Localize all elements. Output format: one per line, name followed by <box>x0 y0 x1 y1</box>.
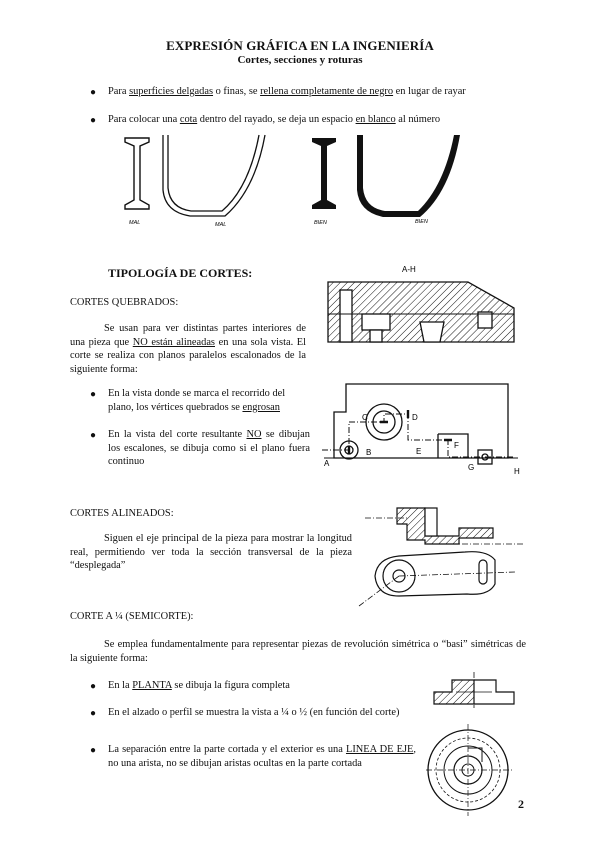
alineados-paragraph: Siguen el eje principal de la pieza para mostrar la longitud real, permitiendo ver toda la sección transversal de la pieza “desplegada” <box>70 533 352 572</box>
section-heading-tipologia: TIPOLOGÍA DE CORTES: <box>108 266 253 280</box>
half-section-elevation-figure <box>430 670 520 710</box>
quebrados-bullet-2: En la vista del corte resultante NO se dibujan los escalones, se dibuja como si el plano fuera continuo <box>108 429 310 468</box>
label-mal-2: MAL <box>215 222 227 228</box>
semicorte-bullet-2: En el alzado o perfil se muestra la vista a ¼ o ½ (en función del corte) <box>108 707 400 718</box>
i-beam-mal <box>125 138 149 209</box>
concentric-plan-figure <box>426 718 522 822</box>
bullet-marker: ● <box>90 430 97 441</box>
label-mal-1: MAL <box>129 220 141 226</box>
plane-letter-g: G <box>468 463 475 472</box>
i-beam-bien <box>312 138 336 209</box>
plane-letter-b: B <box>366 448 372 457</box>
semicorte-bullet-1: En la PLANTA se dibuja la figura completa <box>108 680 290 691</box>
plane-letter-a: A <box>324 459 330 468</box>
thin-section-figure <box>115 130 485 230</box>
label-bien-2: BIEN <box>415 219 428 225</box>
section-heading-semicorte: CORTE A ¼ (SEMICORTE): <box>70 611 194 622</box>
plane-letter-f: F <box>454 441 459 450</box>
plane-letter-e: E <box>416 447 422 456</box>
section-heading-alineados: CORTES ALINEADOS: <box>70 508 174 519</box>
section-label-a-h: A-H <box>402 265 416 274</box>
quebrados-bullet-1: En la vista donde se marca el recorrido del plano, los vértices quebrados se engrosan <box>108 388 286 413</box>
bullet-marker: ● <box>90 745 97 756</box>
document-subtitle: Cortes, secciones y roturas <box>237 54 363 66</box>
plane-letter-d: D <box>412 413 418 422</box>
section-heading-quebrados: CORTES QUEBRADOS: <box>70 297 179 308</box>
section-view <box>328 282 514 342</box>
stepped-section-figure <box>318 262 533 477</box>
plane-letter-h: H <box>514 467 520 476</box>
label-bien-1: BIEN <box>314 220 327 226</box>
curved-plate-bien <box>357 135 460 217</box>
bullet-marker: ● <box>90 389 97 400</box>
aligned-section-figure <box>355 500 535 618</box>
quebrados-paragraph: Se usan para ver distintas partes interiores de una pieza que NO están alineadas en una sola vista. El corte se realiza con planos paralelos escalonados de la siguiente forma: <box>70 323 307 375</box>
bullet-marker: ● <box>90 115 97 126</box>
bullet-marker: ● <box>90 87 97 98</box>
bullet-marker: ● <box>90 708 97 719</box>
bullet-marker: ● <box>90 681 97 692</box>
document-title: EXPRESIÓN GRÁFICA EN LA INGENIERÍA <box>166 38 434 53</box>
curved-plate-mal <box>163 135 265 216</box>
intro-bullet-2: Para colocar una cota dentro del rayado, se deja un espacio en blanco al número <box>108 114 441 125</box>
semicorte-bullet-3: La separación entre la parte cortada y el exterior es una LINEA DE EJE, no una arista, no se dibujan aristas ocultas en la parte cortada <box>108 744 416 769</box>
plane-letter-c: C <box>362 413 368 422</box>
intro-bullet-1: Para superficies delgadas o finas, se rellena completamente de negro en lugar de rayar <box>108 86 466 97</box>
semicorte-paragraph: Se emplea fundamentalmente para representar piezas de revolución simétrica o “basi” simétricas de la siguiente forma: <box>70 639 526 664</box>
page-number: 2 <box>518 797 524 811</box>
